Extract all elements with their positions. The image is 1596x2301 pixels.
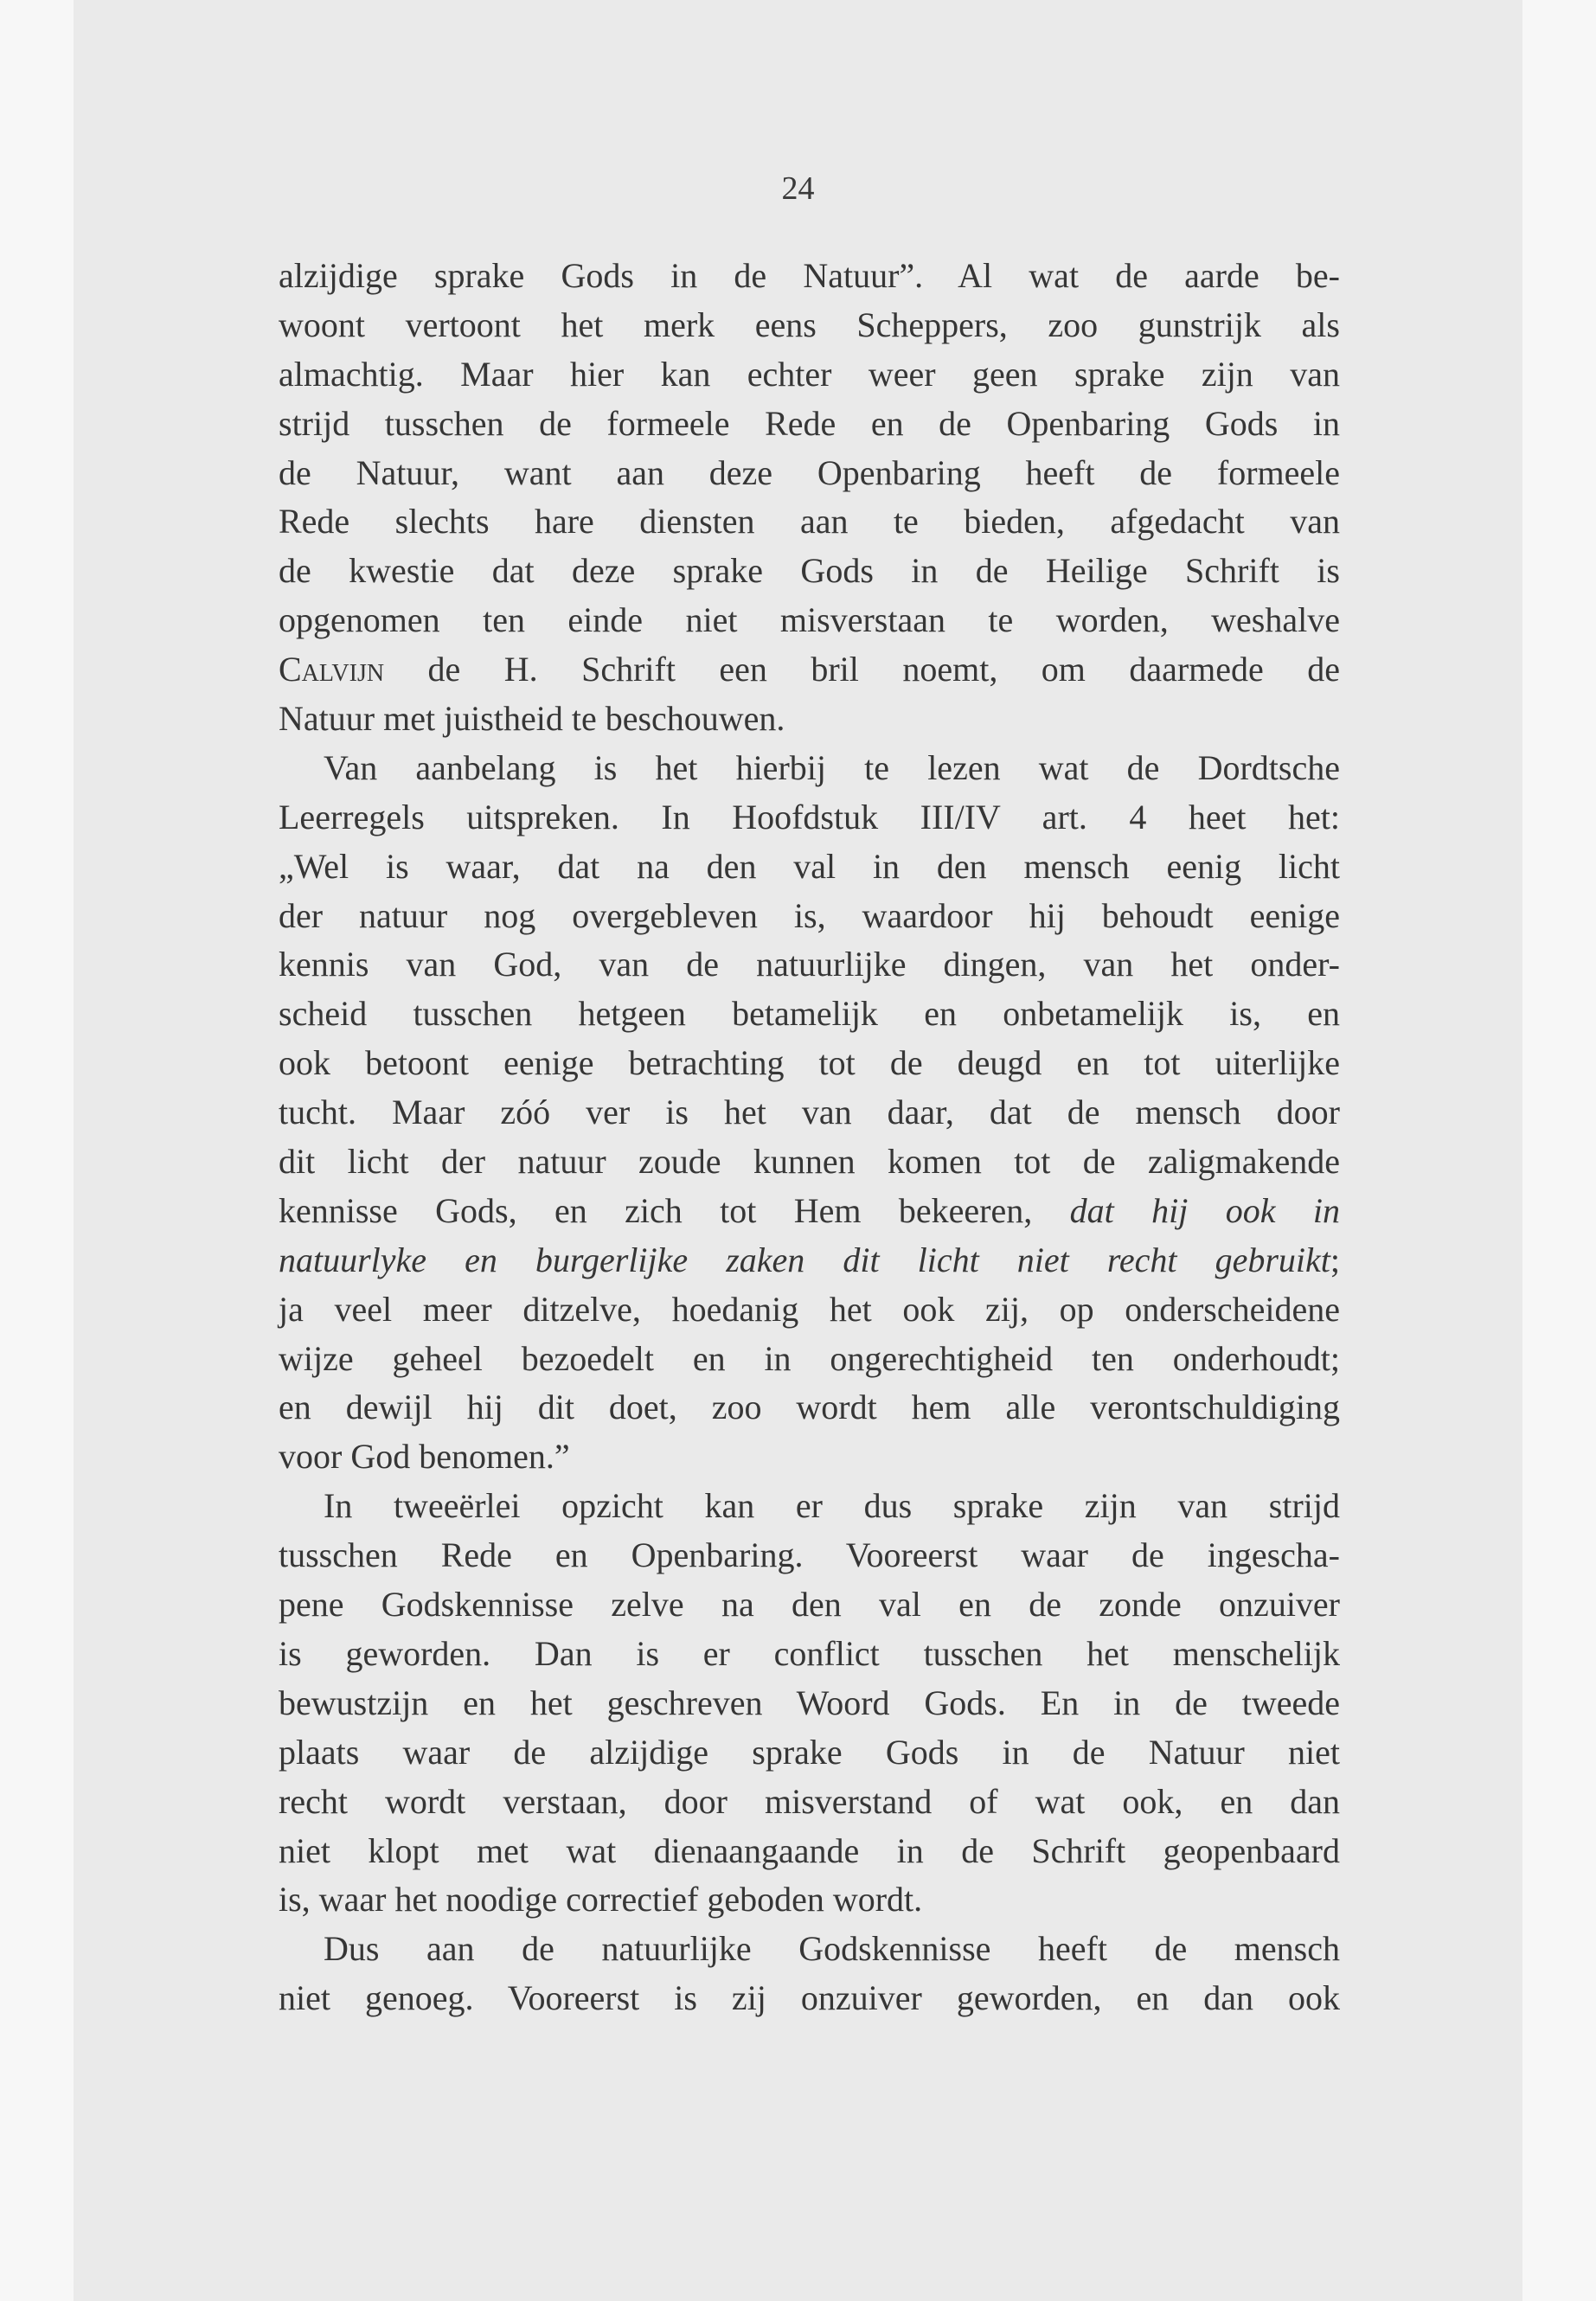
text-line [279,1679,1340,1728]
body-text [279,252,1340,2023]
text-segment: de H. Schrift een bril noemt, om daarmede de [384,650,1340,689]
text-line [279,1187,1340,1236]
text-segment: de kwestie dat deze sprake Gods in de Heilige Schrift is [279,551,1340,591]
text-segment: In tweeërlei opzicht kan er dus sprake zijn van strijd [324,1486,1340,1526]
text-segment: alzijdige sprake Gods in de Natuur”. Al wat de aarde be- [279,256,1340,295]
text-line [279,1778,1340,1827]
text-line [279,892,1340,941]
text-segment: Leerregels uitspreken. In Hoofdstuk III/IV art. 4 heet het: [279,797,1340,836]
text-segment: ja veel meer ditzelve, hoedanig het ook zij, op onderscheidene [279,1289,1340,1329]
text-segment: strijd tusschen de formeele Rede en de Openbaring Gods in [279,403,1340,443]
text-line [279,1974,1340,2023]
text-segment: Rede slechts hare diensten aan te bieden, afgedacht van [279,502,1340,542]
text-segment: dit licht der natuur zoude kunnen komen tot de zaligmakende [279,1142,1340,1182]
page-number: 24 [781,170,815,207]
text-segment: „Wel is waar, dat na den val in den mensch eenig licht [279,846,1340,886]
text-segment: is geworden. Dan is er conflict tusschen het menschelijk [279,1633,1340,1673]
text-segment: Van aanbelang is het hierbij te lezen wat de Dordtsche [324,747,1340,787]
text-line [279,400,1340,449]
text-line [279,1827,1340,1876]
text-line [279,1482,1340,1531]
text-segment: kennisse Gods, en zich tot Hem bekeeren, [279,1190,1070,1230]
text-line [279,1088,1340,1138]
text-line [279,1875,1340,1925]
text-line [279,547,1340,596]
text-segment: almachtig. Maar hier kan echter weer geen sprake zijn van [279,354,1340,394]
text-segment: tucht. Maar zóó ver is het van daar, dat de mensch door [279,1093,1340,1132]
text-line [279,1138,1340,1187]
text-segment: pene Godskennisse zelve na den val en de zonde onzuiver [279,1585,1340,1625]
text-segment: wijze geheel bezoedelt en in ongerechtigheid ten onderhoudt; [279,1338,1340,1378]
text-line [279,843,1340,892]
text-line [279,940,1340,990]
text-segment: niet genoeg. Vooreerst is zij onzuiver geworden, en dan ook [279,1978,1340,2018]
text-segment: Dus aan de natuurlijke Godskennisse heeft de mensch [324,1929,1340,1969]
text-segment: voor God benomen.” [279,1437,570,1477]
text-segment: ook betoont eenige betrachting tot de deugd en tot uiterlijke [279,1043,1340,1083]
text-line [279,744,1340,793]
text-line [279,1335,1340,1384]
italic-text: dat hij ook in [1069,1190,1340,1230]
text-line [279,252,1340,301]
text-line [279,1630,1340,1679]
text-segment: plaats waar de alzijdige sprake Gods in de Natuur niet [279,1732,1340,1772]
text-line [279,350,1340,400]
text-line [279,1039,1340,1088]
text-segment: niet klopt met wat dienaangaande in de Schrift geopenbaard [279,1830,1340,1870]
text-line [279,793,1340,843]
small-caps-name: Calvijn [279,650,385,689]
text-segment: woont vertoont het merk eens Scheppers, zoo gunstrijk als [279,304,1340,344]
text-line [279,1383,1340,1433]
text-segment: tusschen Rede en Openbaring. Vooreerst waar de ingescha- [279,1535,1340,1575]
text-segment: der natuur nog overgebleven is, waardoor hij behoudt eenige [279,895,1340,935]
text-segment: en dewijl hij dit doet, zoo wordt hem alle verontschuldiging [279,1388,1340,1427]
text-line [279,1433,1340,1482]
text-line [279,301,1340,350]
text-line [279,990,1340,1039]
text-line [279,596,1340,645]
text-line [279,449,1340,498]
text-line [279,1285,1340,1335]
text-segment: de Natuur, want aan deze Openbaring heeft de formeele [279,452,1340,492]
text-segment: is, waar het noodige correctief geboden wordt. [279,1880,923,1920]
text-line [279,1580,1340,1630]
text-segment: bewustzijn en het geschreven Woord Gods. En in de tweede [279,1682,1340,1722]
text-line [279,1531,1340,1580]
text-line [279,695,1340,744]
text-line [279,1236,1340,1285]
text-segment: opgenomen ten einde niet misverstaan te worden, weshalve [279,600,1340,640]
text-line [279,1925,1340,1974]
text-segment: Natuur met juistheid te beschouwen. [279,699,785,739]
text-segment: scheid tusschen hetgeen betamelijk en onbetamelijk is, en [279,994,1340,1034]
text-segment: ; [1330,1240,1340,1279]
text-segment: kennis van God, van de natuurlijke dingen, van het onder- [279,945,1340,984]
text-line [279,497,1340,547]
text-segment: recht wordt verstaan, door misverstand of wat ook, en dan [279,1781,1340,1821]
text-line [279,1728,1340,1778]
text-line [279,645,1340,695]
italic-text: natuurlyke en burgerlijke zaken dit licht niet recht gebruikt [279,1240,1330,1279]
